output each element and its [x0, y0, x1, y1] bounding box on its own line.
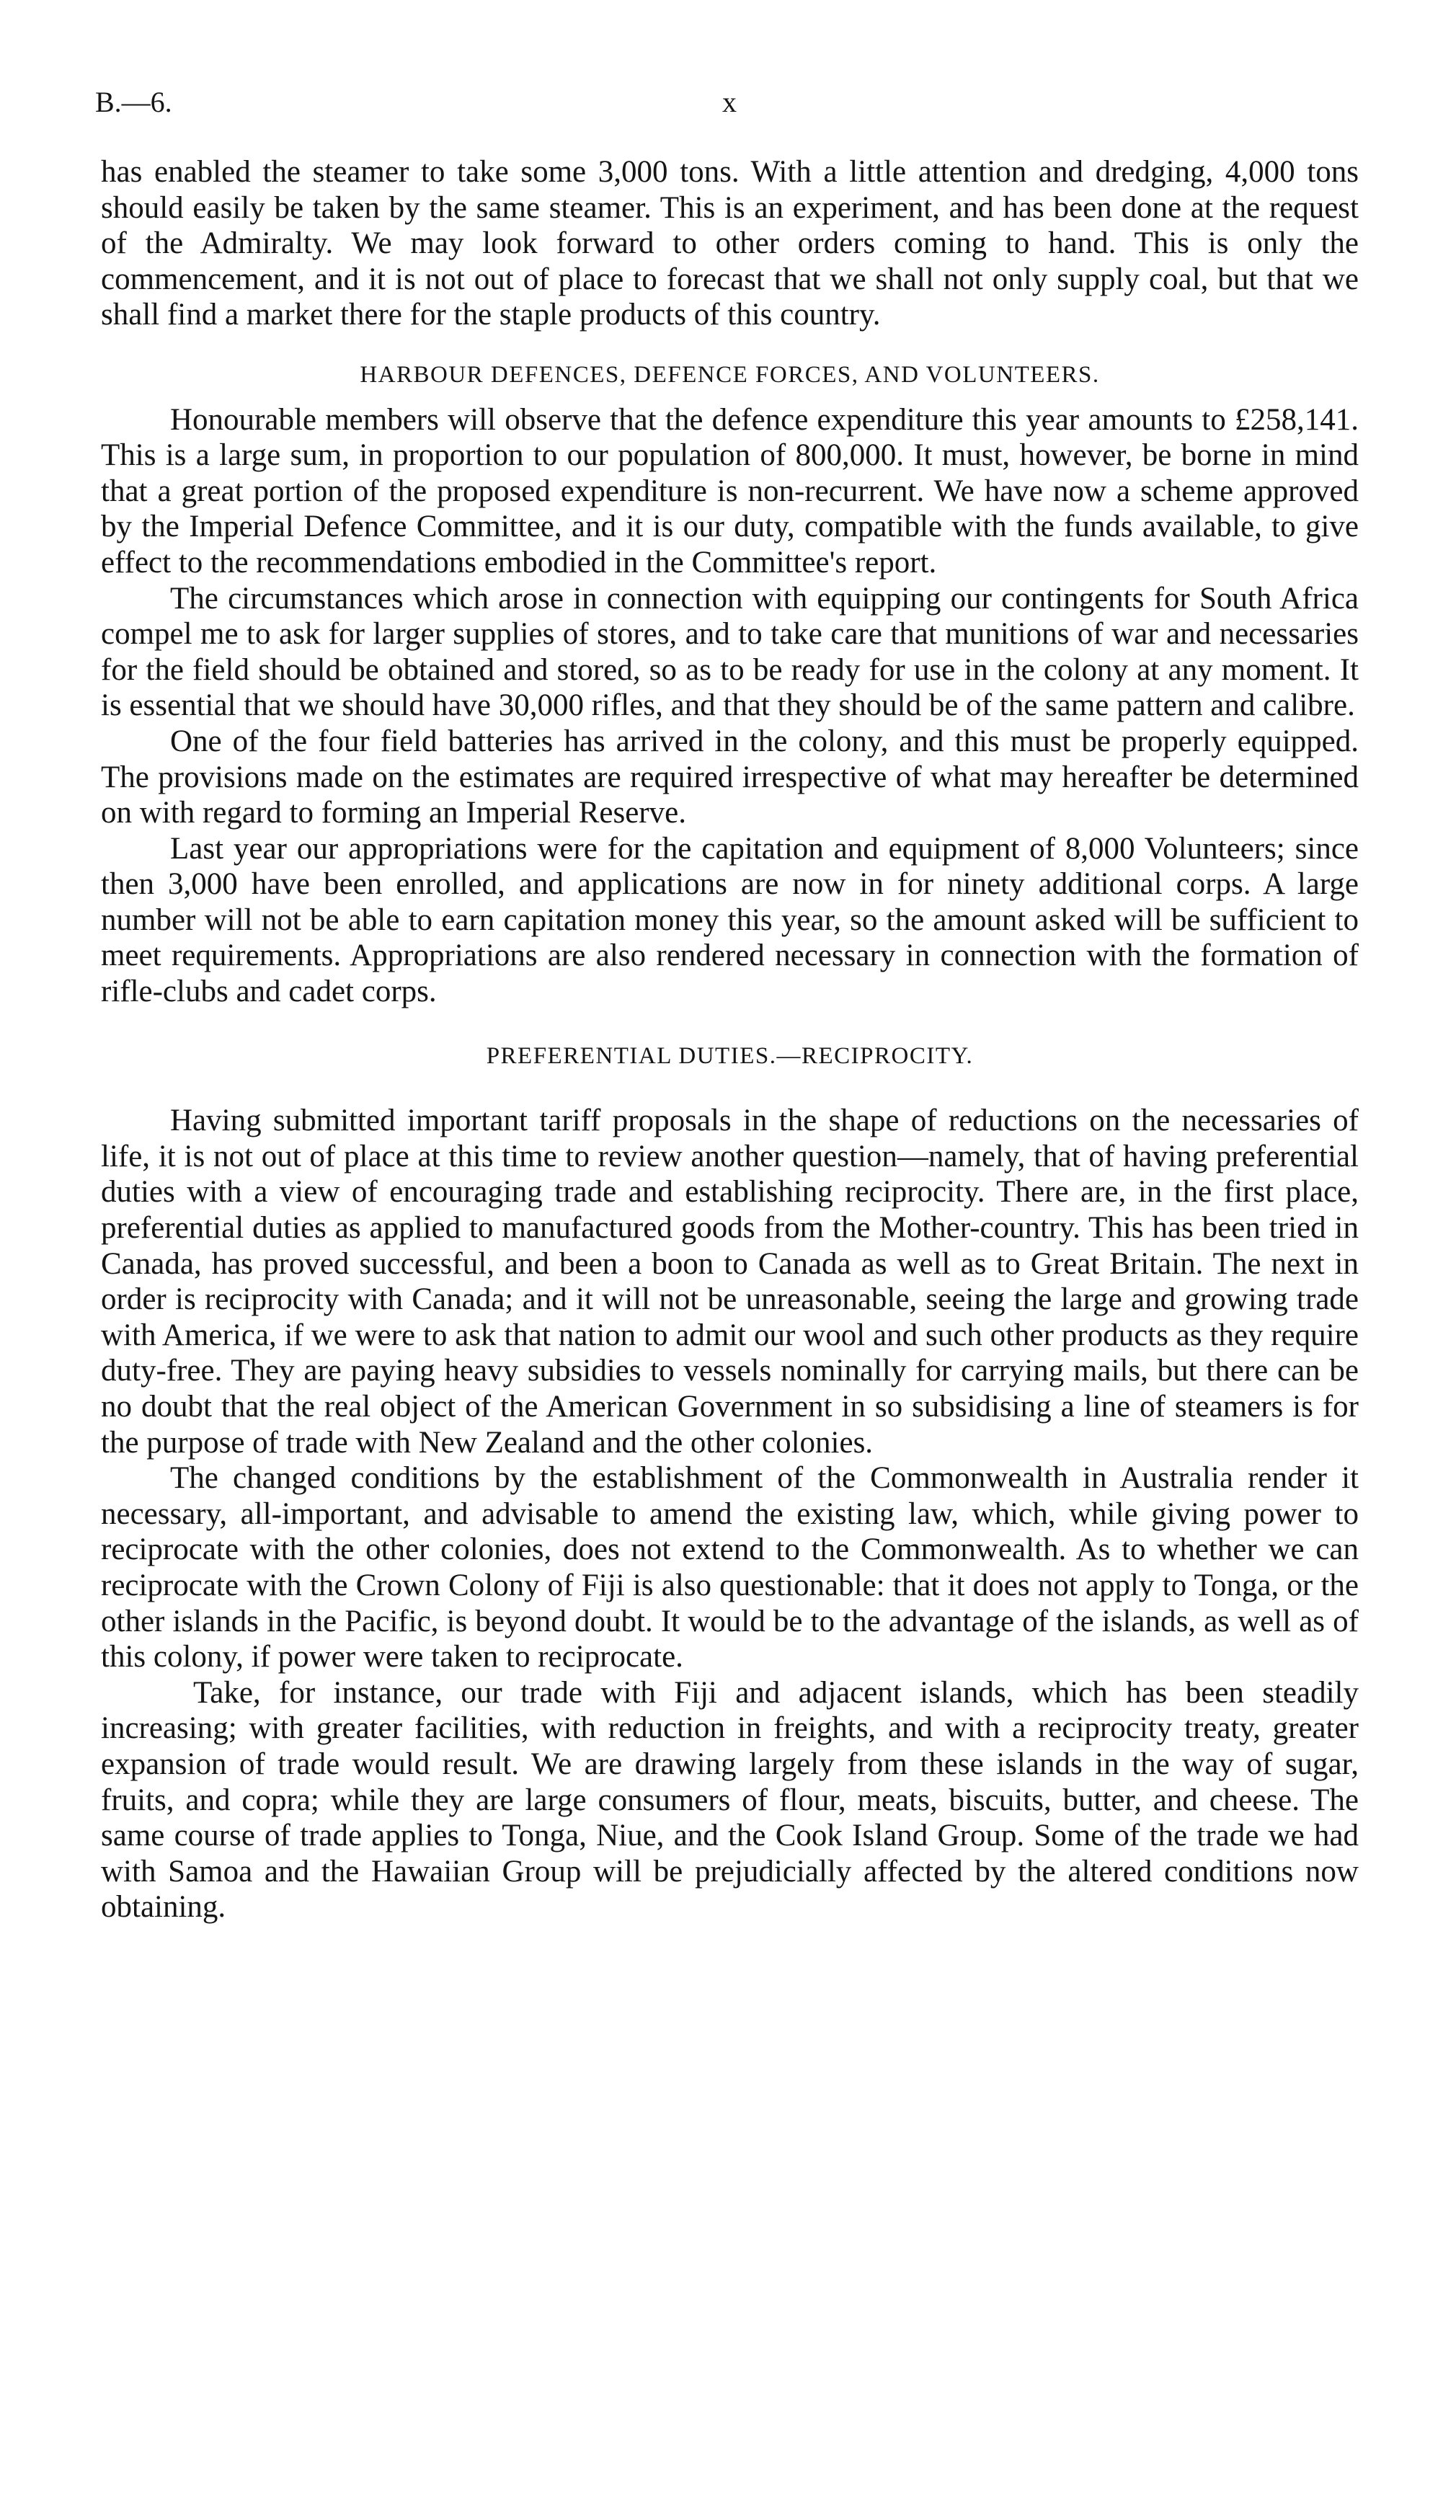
- paragraph: Last year our appropriations were for the capitation and equipment of 8,000 Volunteers; since then 3,000 have been enrolled, and applications are now in for ninety additional corps. A large number will not be able to earn capitation money this year, so the amount asked will be sufficient to meet requirements. Appropriations are also rendered necessary in connection with the formation of rifle-clubs and cadet corps.: [101, 831, 1359, 1009]
- paragraph: The changed conditions by the establishment of the Commonwealth in Australia render it necessary, all-important, and advisable to amend the existing law, which, while giving power to reciprocate with the other colonies, does not extend to the Commonwealth. As to whether we can reciprocate with the Crown Colony of Fiji is also questionable: that it does not apply to Tonga, or the other islands in the Pacific, is beyond doubt. It would be to the advantage of the islands, as well as of this colony, if power were taken to reciprocate.: [101, 1461, 1359, 1674]
- page-number: x: [722, 86, 737, 118]
- paragraph: One of the four field batteries has arrived in the colony, and this must be properly equipped. The provisions made on the estimates are required irrespective of what may hereafter be determined on with regard to forming an Imperial Reserve.: [101, 724, 1359, 830]
- document-body: [101, 154, 1359, 1925]
- paragraph: Take, for instance, our trade with Fiji and adjacent islands, which has been steadily increasing; with greater facilities, with reduction in freights, and with a reciprocity treaty, greater expansion of trade would result. We are drawing largely from these islands in the way of sugar, fruits, and copra; while they are large consumers of flour, meats, biscuits, butter, and cheese. The same course of trade applies to Tonga, Niue, and the Cook Island Group. Some of the trade we had with Samoa and the Hawaiian Group will be prejudicially affected by the altered conditions now obtaining.: [101, 1675, 1359, 1925]
- paragraph: Having submitted important tariff proposals in the shape of reductions on the necessaries of life, it is not out of place at this time to review another question—namely, that of having preferential duties with a view of encouraging trade and establishing reciprocity. There are, in the first place, preferential duties as applied to manufactured goods from the Mother-country. This has been tried in Canada, has proved successful, and been a boon to Canada as well as to Great Britain. The next in order is reciprocity with Canada; and it will not be unreasonable, seeing the large and growing trade with America, if we were to ask that nation to admit our wool and such other products as they require duty-free. They are paying heavy subsidies to vessels nominally for carrying mails, but there can be no doubt that the real object of the American Government in so subsidising a line of steamers is for the purpose of trade with New Zealand and the other colonies.: [101, 1104, 1359, 1460]
- paragraph: Honourable members will observe that the defence expenditure this year amounts to £258,141. This is a large sum, in proportion to our population of 800,000. It must, however, be borne in mind that a great portion of the proposed expenditure is non-recurrent. We have now a scheme approved by the Imperial Defence Committee, and it is our duty, compatible with the funds available, to give effect to the recommendations embodied in the Committee's report.: [101, 402, 1359, 580]
- continued-paragraph: has enabled the steamer to take some 3,000 tons. With a little attention and dredging, 4,000 tons should easily be taken by the same steamer. This is an experiment, and has been done at the request of the Admiralty. We may look forward to other orders coming to hand. This is only the commencement, and it is not out of place to forecast that we shall not only supply coal, but that we shall find a market there for the staple products of this country.: [101, 155, 1359, 332]
- paragraph: The circumstances which arose in connection with equipping our contingents for South Africa compel me to ask for larger supplies of stores, and to take care that munitions of war and necessaries for the field should be obtained and stored, so as to be ready for use in the colony at any moment. It is essential that we should have 30,000 rifles, and that they should be of the same pattern and calibre.: [101, 581, 1359, 723]
- document-reference: B.—6.: [95, 86, 172, 118]
- section-heading-reciprocity: PREFERENTIAL DUTIES.—RECIPROCITY.: [486, 1042, 974, 1069]
- section-heading-defence: HARBOUR DEFENCES, DEFENCE FORCES, AND VOLUNTEERS.: [360, 361, 1100, 388]
- page-header: [95, 85, 1361, 128]
